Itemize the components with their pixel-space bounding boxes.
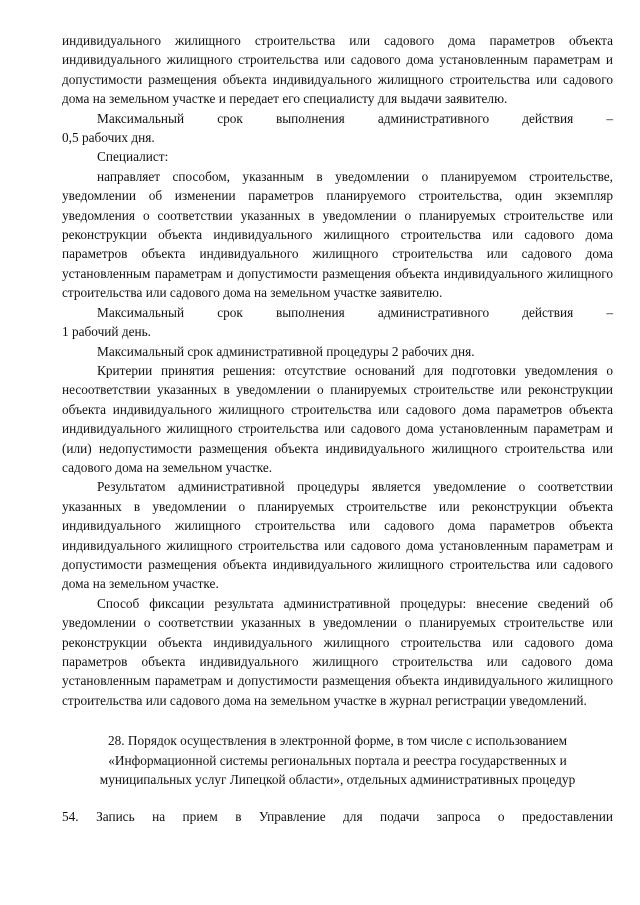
paragraph-decision-criteria: Критерии принятия решения: отсутствие оснований для подготовки уведомления о несоответствии указанных в уведомлении о планируемых строительстве или реконструкции объекта индивидуального жилищного строительства или садового дома параметров объекта индивидуального жилищного строительства или садового дома установленным параметрам и (или) недопустимости размещения объекта индивидуального жилищного строительства или садового дома на земельном участке. <box>62 362 613 475</box>
paragraph-deadline-2: Максимальный срок выполнения административного действия – <box>97 304 613 320</box>
paragraph-result: Результатом административной процедуры является уведомление о соответствии указанных в уведомлении о планируемых строительстве или реконструкции объекта индивидуального жилищного строительства или садового дома параметров объекта индивидуального жилищного строительства или садового дома установленным параметрам и допустимости размещения объекта индивидуального жилищного строительства или садового дома на земельном участке. <box>62 479 613 592</box>
paragraph-deadline-2-value: 1 рабочий день. <box>62 324 152 340</box>
paragraph-procedure-deadline: Максимальный срок административной процедуры 2 рабочих дня. <box>97 343 475 359</box>
paragraph-deadline-1-value: 0,5 рабочих дня. <box>62 130 155 146</box>
paragraph-continuation: индивидуального жилищного строительства или садового дома параметров объекта индивидуального жилищного строительства или садового дома установленным параметрам и допустимости размещения объекта индивидуального жилищного строительства или садового дома на земельном участке и передает его специалисту для выдачи заявителю. <box>62 33 613 107</box>
document-page <box>62 31 613 827</box>
paragraph-sends: направляет способом, указанным в уведомлении о планируемом строительстве, уведомлении об изменении параметров планируемого строительства, один экземпляр уведомления о соответствии указанных в уведомлении о планируемых строительстве или реконструкции объекта индивидуального жилищного строительства или садового дома параметров объекта индивидуального жилищного строительства или садового дома установленным параметрам и допустимости размещения объекта индивидуального жилищного строительства или садового дома на земельном участке заявителю. <box>62 168 613 301</box>
paragraph-specialist: Специалист: <box>97 149 169 165</box>
item-54: 54. Запись на прием в Управление для подачи запроса о предоставлении <box>62 809 613 825</box>
spacer <box>62 789 613 807</box>
paragraph-fixation-method: Способ фиксации результата административной процедуры: внесение сведений об уведомлении о соответствии указанных в уведомлении о планируемых строительстве или реконструкции объекта индивидуального жилищного строительства или садового дома параметров объекта индивидуального жилищного строительства или садового дома установленным параметрам и допустимости размещения объекта индивидуального жилищного строительства или садового дома на земельном участке в журнал регистрации уведомлений. <box>62 595 613 708</box>
paragraph-deadline-1: Максимальный срок выполнения административного действия – <box>97 110 613 126</box>
section-heading: 28. Порядок осуществления в электронной форме, в том числе с использованием «Информационной системы региональных портала и реестра государственных и муниципальных услуг Липецкой области», отдельных административных процедур <box>99 733 576 788</box>
